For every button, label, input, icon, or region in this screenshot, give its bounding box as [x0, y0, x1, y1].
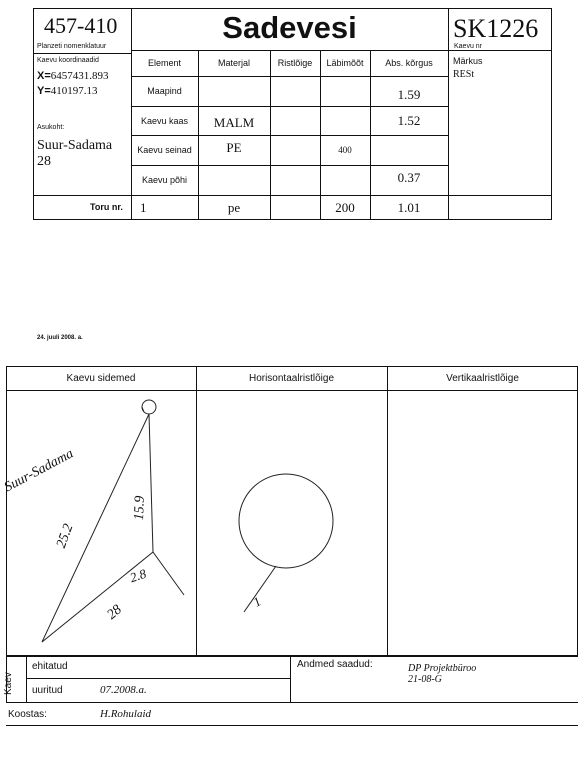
pipe-row-label: Toru nr. — [90, 202, 123, 212]
pipe-label: 1 — [250, 593, 264, 610]
well-outline — [239, 474, 333, 568]
x-label: X= — [37, 70, 51, 82]
row-material: MALM — [213, 114, 255, 130]
y-coordinate — [37, 85, 98, 97]
pipe-number: 1 — [140, 200, 147, 215]
date-line: 24. juuli 2008. a. — [37, 335, 83, 341]
divider — [290, 656, 291, 702]
x-coordinate — [37, 70, 109, 82]
sketch-header-horizontal: Horisontaalristlõige — [248, 372, 335, 384]
y-label: Y= — [37, 85, 51, 97]
row-element: Kaevu põhi — [141, 175, 188, 185]
distance-label: 25.2 — [54, 521, 77, 551]
divider — [26, 678, 290, 679]
row-height: 1.52 — [397, 112, 421, 128]
header-element: Element — [147, 58, 182, 68]
x-value: 6457431.893 — [50, 70, 109, 82]
header-cross-section: Ristlõige — [277, 58, 313, 68]
sheet-code: 457-410 — [44, 13, 118, 38]
built-label: ehitatud — [32, 661, 68, 672]
divider — [6, 702, 578, 703]
data-source-line1: DP Projektbüroo — [408, 663, 477, 674]
data-source-line2: 21-08-G — [408, 674, 442, 685]
row-element: Kaevu seinad — [137, 145, 192, 155]
divider — [387, 366, 388, 656]
y-value: 410197.13 — [50, 85, 98, 97]
row-element: Kaevu kaas — [140, 115, 189, 126]
row-material: PE — [226, 140, 242, 155]
sheet-code-label: Planzeti nomenklatuur — [37, 43, 107, 50]
divider — [33, 53, 131, 54]
sketch-header-connections: Kaevu sidemed — [66, 372, 136, 384]
notes-value: RESt — [453, 69, 475, 80]
location-street: Suur-Sadama — [37, 138, 113, 153]
divider — [6, 725, 578, 726]
surveyed-value: 07.2008.a. — [100, 684, 147, 696]
notes-header: Märkus — [453, 56, 483, 66]
surveyed-label: uuritud — [32, 685, 63, 696]
location-label: Asukoht: — [37, 124, 65, 131]
house-number: 28 — [104, 602, 125, 623]
divider — [26, 656, 27, 702]
header-material: Materjal — [217, 58, 250, 68]
compiled-value: H.Rohulaid — [100, 708, 152, 720]
street-label: Suur-Sadama — [2, 446, 77, 496]
row-element: Maapind — [147, 86, 182, 96]
pipe-diameter: 200 — [335, 199, 355, 215]
distance-line — [42, 552, 153, 642]
coords-label: Kaevu koordinaadid — [37, 57, 99, 64]
well-id: SK1226 — [453, 14, 539, 43]
page-title: Sadevesi — [222, 10, 357, 45]
row-height: 1.59 — [397, 87, 421, 102]
row-diameter: 400 — [338, 145, 352, 155]
distance-label: 2.8 — [127, 565, 149, 586]
header-diameter: Läbimõõt — [326, 58, 364, 68]
pipe-height: 1.01 — [397, 199, 421, 215]
data-source-label: Andmed saadud: — [297, 659, 373, 670]
building-edge — [153, 552, 184, 595]
well-id-label: Kaevu nr — [454, 43, 483, 50]
distance-line — [149, 414, 153, 552]
divider — [448, 8, 449, 220]
pipe-material: pe — [227, 199, 241, 215]
compiled-label: Koostas: — [8, 709, 47, 720]
horizontal-section-sketch — [196, 390, 387, 656]
sketch-header-vertical: Vertikaalristlõige — [446, 372, 519, 384]
distance-line — [42, 414, 149, 642]
header-abs-height: Abs. kõrgus — [385, 58, 433, 68]
location-number: 28 — [37, 154, 51, 169]
distance-label: 15.9 — [132, 495, 148, 521]
connections-sketch — [6, 390, 196, 656]
row-height: 0.37 — [397, 170, 421, 185]
well-side-label: Kaev — [3, 672, 14, 695]
divider — [6, 656, 578, 657]
divider — [33, 195, 131, 196]
